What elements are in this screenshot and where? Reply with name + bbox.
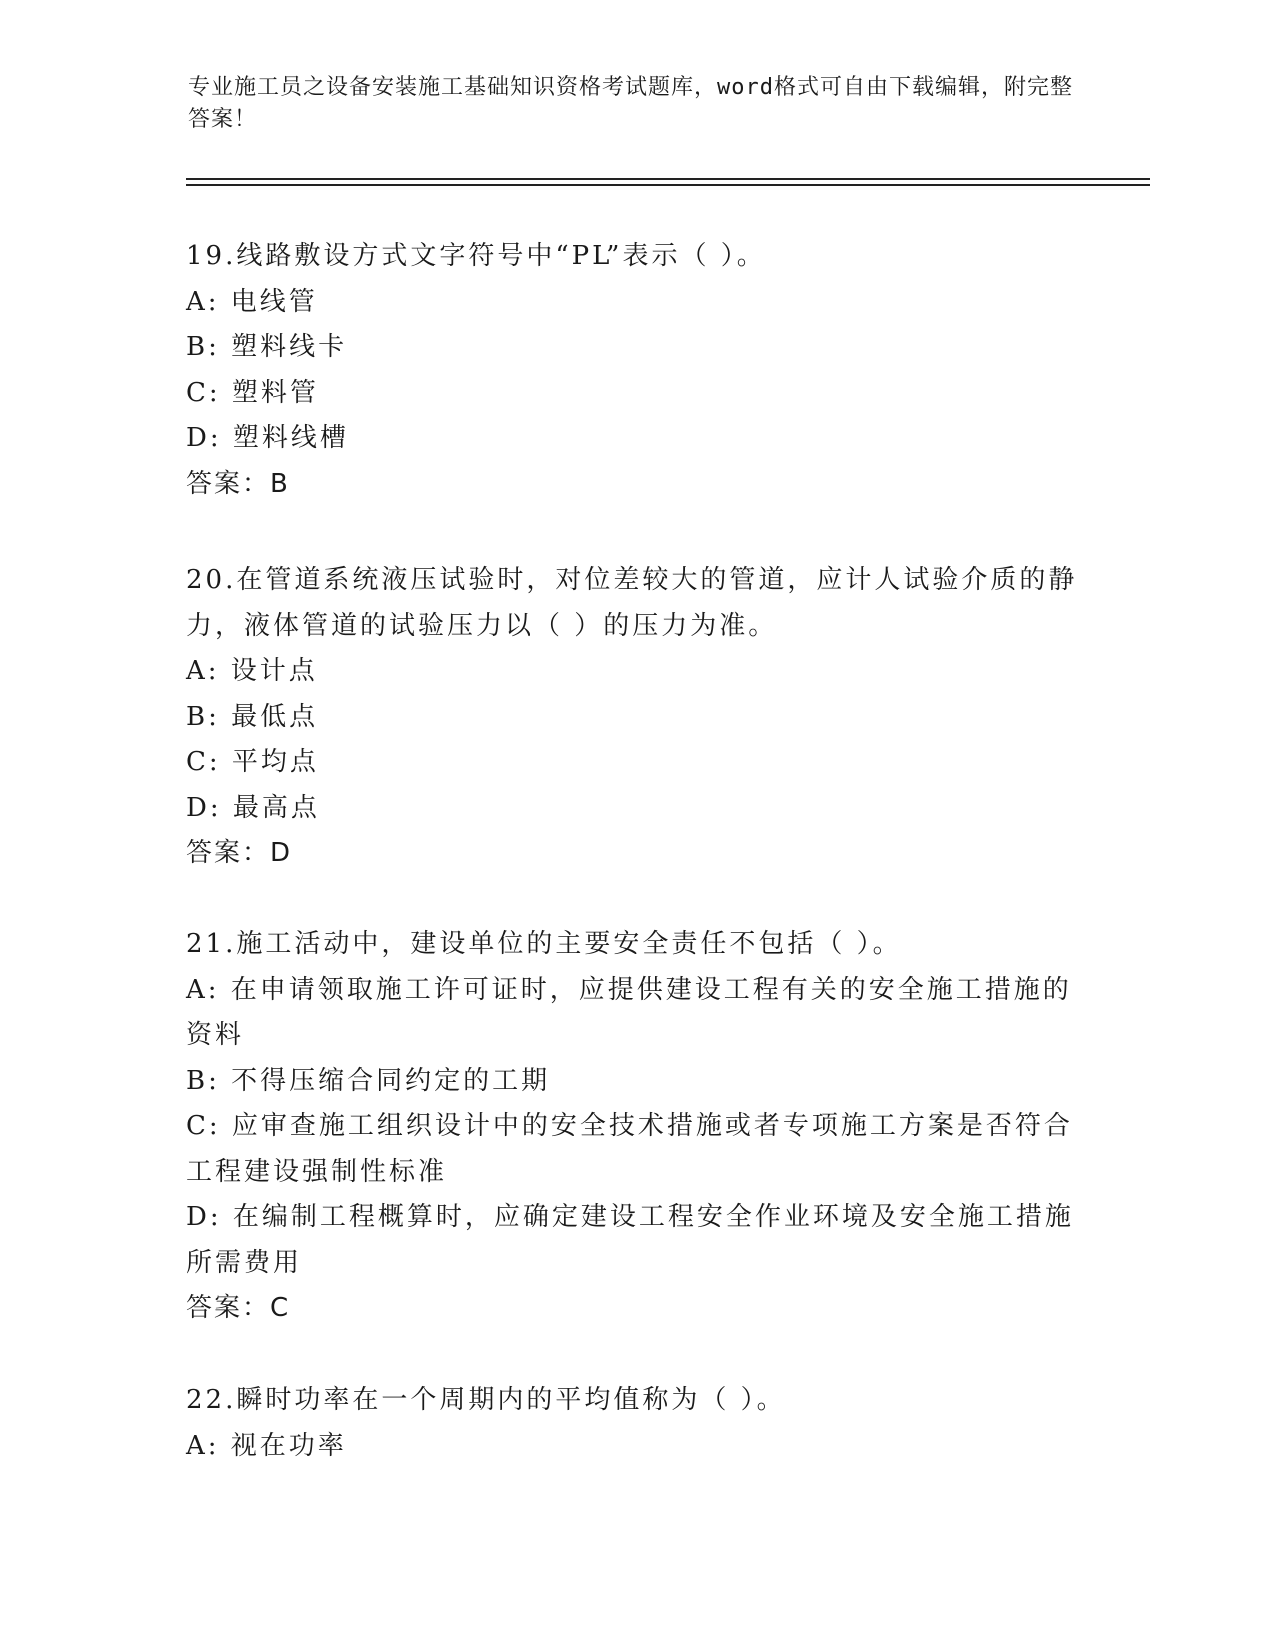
option-a: A: 电线管 — [186, 286, 318, 317]
question-stem: 22.瞬时功率在一个周期内的平均值称为（ ）。 — [186, 1385, 786, 1415]
answer: 答案：B — [186, 468, 290, 499]
question-20 — [186, 558, 1086, 877]
option-d: D: 塑料线槽 — [186, 423, 349, 453]
option-c: C: 应审查施工组织设计中的安全技术措施或者专项施工方案是否符合工程建设强制性标准 — [186, 1111, 1073, 1187]
document-header: 专业施工员之设备安装施工基础知识资格考试题库，word格式可自由下载编辑，附完整答案！ — [188, 75, 1073, 132]
option-b: B: 不得压缩合同约定的工期 — [186, 1065, 551, 1096]
answer: 答案：D — [186, 838, 293, 868]
option-c: C: 塑料管 — [186, 377, 319, 408]
question-19 — [186, 234, 1086, 507]
header-divider-bottom — [186, 184, 1150, 186]
answer: 答案：C — [186, 1293, 291, 1323]
option-d: D: 最高点 — [186, 792, 320, 823]
option-a: A: 设计点 — [186, 656, 318, 686]
option-b: B: 塑料线卡 — [186, 332, 348, 362]
question-stem: 21.施工活动中，建设单位的主要安全责任不包括（ ）。 — [186, 929, 902, 959]
option-a: A: 在申请领取施工许可证时，应提供建设工程有关的安全施工措施的资料 — [186, 974, 1072, 1050]
option-c: C: 平均点 — [186, 747, 319, 777]
option-a: A: 视在功率 — [186, 1430, 347, 1461]
option-d: D: 在编制工程概算时，应确定建设工程安全作业环境及安全施工措施所需费用 — [186, 1202, 1074, 1278]
option-b: B: 最低点 — [186, 701, 319, 732]
question-stem: 19.线路敷设方式文字符号中“PL”表示（ ）。 — [186, 241, 766, 271]
header-divider-top — [186, 178, 1150, 180]
question-22 — [186, 1378, 1086, 1469]
question-stem: 20.在管道系统液压试验时，对位差较大的管道，应计人试验介质的静力，液体管道的试验压力以（ ）的压力为准。 — [186, 565, 1078, 641]
question-21 — [186, 922, 1086, 1332]
